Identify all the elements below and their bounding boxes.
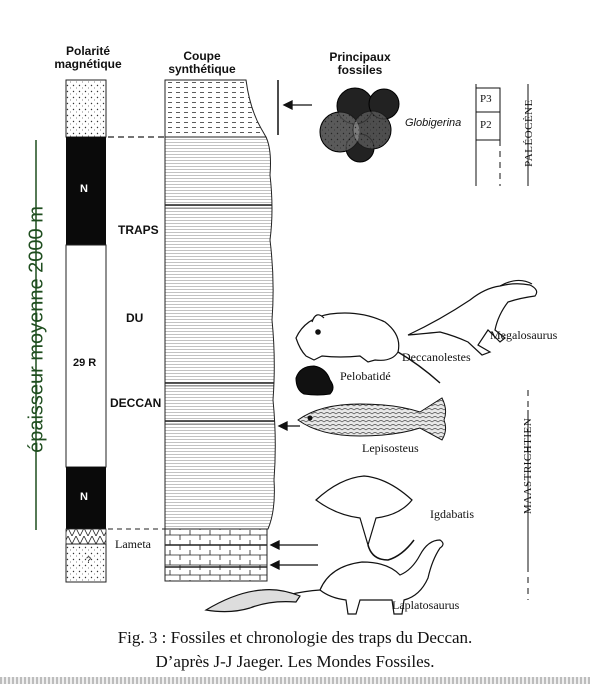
polarity-label-29r: 29 R (73, 357, 97, 369)
polarity-label-n-lower: N (80, 491, 88, 503)
chron-p3: P3 (480, 93, 492, 105)
thickness-label: épaisseur moyenne 2000 m (25, 206, 48, 453)
section-label-deccan: DECCAN (110, 396, 162, 410)
label-igdabatis: Igdabatis (430, 507, 474, 521)
polarity-header (44, 45, 132, 71)
label-globigerina: Globigerina (405, 117, 462, 129)
bottom-border (0, 677, 590, 684)
chron-p2: P2 (480, 119, 492, 131)
section-label-lameta: Lameta (115, 537, 151, 551)
section-label-traps: TRAPS (118, 223, 159, 237)
pelobatide-image (296, 366, 333, 395)
fossils-header-line2: fossiles (337, 63, 383, 77)
lepisosteus-image (298, 398, 446, 440)
igdabatis-image (316, 476, 414, 560)
chron-maastrichtien: MAASTRICHTIEN (522, 417, 534, 515)
label-lepisosteus: Lepisosteus (362, 441, 419, 455)
label-megalosaurus: Megalosaurus (490, 328, 558, 342)
polarity-label-unknown: ? (86, 555, 92, 565)
globigerina-image (320, 88, 399, 162)
synthetic-section (165, 80, 275, 581)
polarity-header-line1: Polarité (65, 44, 110, 58)
polarity-header-line2: magnétique (54, 57, 122, 71)
section-header-line1: Coupe (183, 49, 221, 63)
fossils-header (310, 51, 410, 77)
fossils-header-line1: Principaux (329, 50, 391, 64)
polarity-label-n-upper: N (80, 183, 88, 195)
section-header-line2: synthétique (168, 62, 236, 76)
caption-line1: Fig. 3 : Fossiles et chronologie des traps du Deccan. (117, 628, 473, 647)
section-header (152, 50, 252, 76)
section-label-du: DU (126, 311, 144, 325)
chron-paleocene: PALÉOCÈNE (523, 99, 535, 167)
label-laplatosaurus: Laplatosaurus (392, 598, 460, 612)
caption-line2: D’après J-J Jaeger. Les Mondes Fossiles. (155, 652, 435, 671)
label-deccanolestes: Deccanolestes (402, 350, 471, 364)
megalosaurus-image (408, 280, 537, 355)
polarity-reverse (66, 245, 106, 467)
polarity-column (66, 80, 106, 582)
label-pelobatide: Pelobatidé (340, 369, 391, 383)
